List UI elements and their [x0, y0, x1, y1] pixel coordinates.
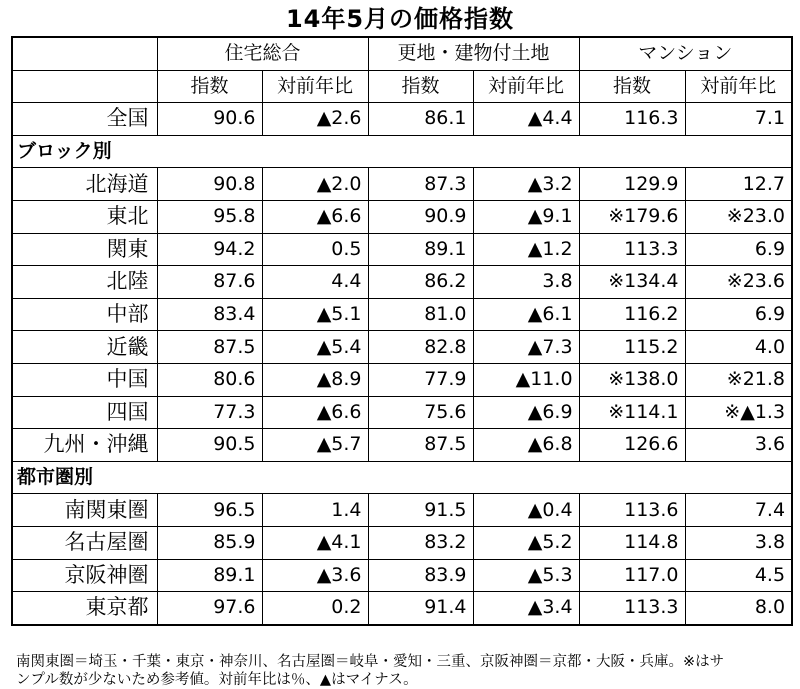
cell-value: 86.2: [368, 266, 473, 299]
cell-value: ▲9.1: [473, 200, 579, 233]
cell-value: ▲3.4: [473, 592, 579, 625]
cell-value: 77.9: [368, 363, 473, 396]
cell-value: 117.0: [579, 559, 685, 592]
cell-value: 7.4: [685, 494, 792, 527]
cell-value: ▲8.9: [262, 363, 368, 396]
cell-value: 87.5: [368, 429, 473, 462]
corner-cell: [12, 37, 157, 70]
cell-value: 114.8: [579, 526, 685, 559]
cell-value: ▲6.9: [473, 396, 579, 429]
row-name: 北陸: [12, 266, 157, 299]
cell-value: ▲3.2: [473, 168, 579, 201]
cell-value: 80.6: [157, 363, 262, 396]
cell-value: 97.6: [157, 592, 262, 625]
cell-value: 83.9: [368, 559, 473, 592]
row-name: 四国: [12, 396, 157, 429]
sub-header-index: 指数: [368, 70, 473, 103]
table-row: [12, 592, 792, 625]
row-name: 九州・沖縄: [12, 429, 157, 462]
row-name: 京阪神圏: [12, 559, 157, 592]
cell-value: ▲5.4: [262, 331, 368, 364]
row-name: 南関東圏: [12, 494, 157, 527]
table-row: [12, 168, 792, 201]
cell-value: 113.3: [579, 233, 685, 266]
group-header-condo: マンション: [579, 37, 792, 70]
row-name: 近畿: [12, 331, 157, 364]
footnote-line-2: ンプル数が少ないため参考値。対前年比は％、▲はマイナス。: [16, 672, 418, 688]
cell-value: 3.8: [685, 526, 792, 559]
cell-value: 91.4: [368, 592, 473, 625]
cell-value: ▲7.3: [473, 331, 579, 364]
cell-value: ▲6.1: [473, 298, 579, 331]
cell-value: ▲6.6: [262, 396, 368, 429]
cell-value: ※23.0: [685, 200, 792, 233]
cell-value: 96.5: [157, 494, 262, 527]
cell-value: 82.8: [368, 331, 473, 364]
cell-value: 90.9: [368, 200, 473, 233]
cell-value: ▲6.6: [262, 200, 368, 233]
cell-value: ▲6.8: [473, 429, 579, 462]
cell-value: 94.2: [157, 233, 262, 266]
cell-value: 91.5: [368, 494, 473, 527]
cell-value: 87.6: [157, 266, 262, 299]
cell-value: ※138.0: [579, 363, 685, 396]
row-name: 中部: [12, 298, 157, 331]
cell-value: 3.8: [473, 266, 579, 299]
cell-value: 89.1: [368, 233, 473, 266]
cell-value: ※23.6: [685, 266, 792, 299]
cell-value: ▲1.2: [473, 233, 579, 266]
corner-cell-2: [12, 70, 157, 103]
cell-value: 8.0: [685, 592, 792, 625]
row-name: 東京都: [12, 592, 157, 625]
price-index-table: [11, 36, 793, 626]
cell-value: ※114.1: [579, 396, 685, 429]
group-header-row: [12, 37, 792, 70]
sub-header-index: 指数: [157, 70, 262, 103]
row-name: 関東: [12, 233, 157, 266]
table-row: [12, 429, 792, 462]
cell-value: 116.2: [579, 298, 685, 331]
cell-value: 116.3: [579, 103, 685, 136]
cell-value: 83.2: [368, 526, 473, 559]
section-row-blocks: [12, 135, 792, 168]
cell-value: 89.1: [157, 559, 262, 592]
cell-value: ▲2.0: [262, 168, 368, 201]
table-row: [12, 266, 792, 299]
section-row-metros: [12, 461, 792, 494]
table-row: [12, 559, 792, 592]
cell-value: ▲4.4: [473, 103, 579, 136]
table-row: [12, 298, 792, 331]
cell-value: ※134.4: [579, 266, 685, 299]
sub-header-yoy: 対前年比: [685, 70, 792, 103]
sub-header-index: 指数: [579, 70, 685, 103]
cell-value: ▲11.0: [473, 363, 579, 396]
cell-value: 95.8: [157, 200, 262, 233]
cell-value: 87.5: [157, 331, 262, 364]
section-heading-metros: 都市圏別: [12, 461, 792, 494]
cell-value: 129.9: [579, 168, 685, 201]
cell-value: 7.1: [685, 103, 792, 136]
cell-value: 113.6: [579, 494, 685, 527]
cell-value: 83.4: [157, 298, 262, 331]
cell-value: 87.3: [368, 168, 473, 201]
row-name: 名古屋圏: [12, 526, 157, 559]
group-header-housing: 住宅総合: [157, 37, 368, 70]
row-name: 東北: [12, 200, 157, 233]
section-heading-blocks: ブロック別: [12, 135, 792, 168]
cell-value: 4.0: [685, 331, 792, 364]
cell-value: ▲5.7: [262, 429, 368, 462]
footnote-line-1: 南関東圏＝埼玉・千葉・東京・神奈川、名古屋圏＝岐阜・愛知・三重、京阪神圏＝京都・大阪・兵庫。※はサ: [16, 654, 725, 670]
table-row-national: [12, 103, 792, 136]
row-name: 全国: [12, 103, 157, 136]
table-title: 14年5月の価格指数: [285, 5, 515, 33]
cell-value: ▲5.1: [262, 298, 368, 331]
cell-value: 113.3: [579, 592, 685, 625]
cell-value: 0.2: [262, 592, 368, 625]
cell-value: 81.0: [368, 298, 473, 331]
group-header-land: 更地・建物付土地: [368, 37, 579, 70]
table-row: [12, 526, 792, 559]
sub-header-yoy: 対前年比: [262, 70, 368, 103]
row-name: 中国: [12, 363, 157, 396]
cell-value: 6.9: [685, 298, 792, 331]
cell-value: ※▲1.3: [685, 396, 792, 429]
cell-value: 6.9: [685, 233, 792, 266]
cell-value: 0.5: [262, 233, 368, 266]
cell-value: ▲3.6: [262, 559, 368, 592]
cell-value: 85.9: [157, 526, 262, 559]
table-row: [12, 363, 792, 396]
cell-value: 75.6: [368, 396, 473, 429]
table-row: [12, 200, 792, 233]
cell-value: 1.4: [262, 494, 368, 527]
cell-value: 90.8: [157, 168, 262, 201]
sub-header-row: [12, 70, 792, 103]
cell-value: 12.7: [685, 168, 792, 201]
table-row: [12, 396, 792, 429]
table-row: [12, 331, 792, 364]
cell-value: 90.6: [157, 103, 262, 136]
cell-value: ▲5.3: [473, 559, 579, 592]
row-name: 北海道: [12, 168, 157, 201]
cell-value: 86.1: [368, 103, 473, 136]
table-row: [12, 494, 792, 527]
cell-value: 4.5: [685, 559, 792, 592]
cell-value: ※21.8: [685, 363, 792, 396]
cell-value: 4.4: [262, 266, 368, 299]
cell-value: ▲5.2: [473, 526, 579, 559]
cell-value: 77.3: [157, 396, 262, 429]
cell-value: 3.6: [685, 429, 792, 462]
cell-value: ▲4.1: [262, 526, 368, 559]
cell-value: 90.5: [157, 429, 262, 462]
sub-header-yoy: 対前年比: [473, 70, 579, 103]
cell-value: 126.6: [579, 429, 685, 462]
table-row: [12, 233, 792, 266]
cell-value: 115.2: [579, 331, 685, 364]
cell-value: ※179.6: [579, 200, 685, 233]
cell-value: ▲0.4: [473, 494, 579, 527]
cell-value: ▲2.6: [262, 103, 368, 136]
